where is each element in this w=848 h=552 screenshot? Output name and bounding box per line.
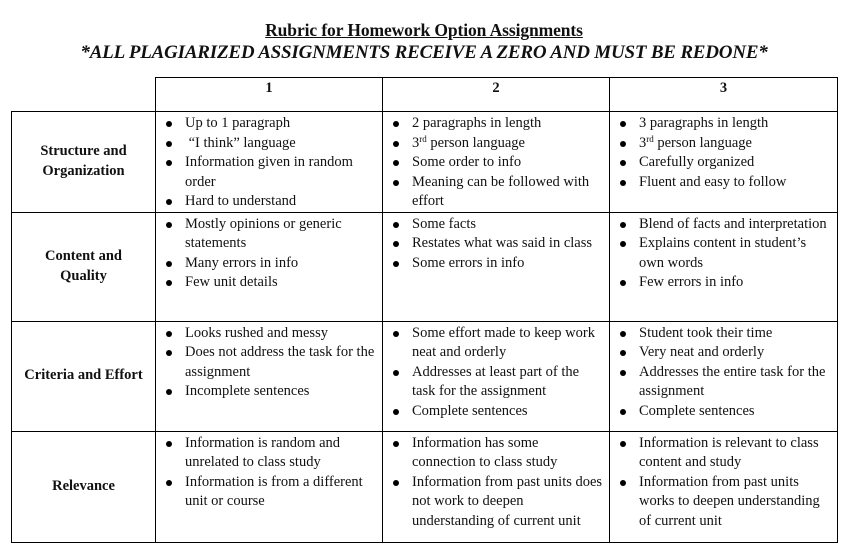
rubric-table bbox=[11, 77, 838, 543]
descriptor-item bbox=[156, 473, 378, 512]
descriptor-list bbox=[383, 432, 609, 532]
score-3-cell bbox=[610, 112, 838, 213]
bullet-dot-icon bbox=[620, 409, 626, 415]
descriptor-ordinal-suffix: rd bbox=[646, 133, 654, 144]
bullet-dot-icon bbox=[166, 441, 172, 447]
score-1-cell bbox=[156, 212, 383, 321]
descriptor-text: Student took their time bbox=[639, 324, 773, 341]
descriptor-text: Some effort made to keep work neat and orderly bbox=[412, 324, 599, 360]
descriptor-item bbox=[383, 215, 605, 235]
score-3-cell bbox=[610, 212, 838, 321]
bullet-dot-icon bbox=[166, 480, 172, 486]
descriptor-item bbox=[610, 343, 833, 363]
descriptor-text: Information given in random order bbox=[185, 154, 357, 190]
criterion-label bbox=[12, 212, 156, 321]
bullet-dot-icon bbox=[166, 222, 172, 228]
criterion-label bbox=[12, 431, 156, 542]
descriptor-text: Information is relevant to class content and study bbox=[639, 434, 823, 470]
bullet-dot-icon bbox=[620, 222, 626, 228]
criterion-label-line: Structure and bbox=[40, 143, 127, 160]
descriptor-text: Information is from a different unit or course bbox=[185, 473, 367, 509]
descriptor-item bbox=[156, 324, 378, 344]
bullet-dot-icon bbox=[393, 441, 399, 447]
bullet-dot-icon bbox=[393, 480, 399, 486]
descriptor-ordinal: 3 bbox=[412, 134, 420, 151]
bullet-dot-icon bbox=[393, 180, 399, 186]
descriptor-item bbox=[156, 434, 378, 473]
descriptor-text: Some order to info bbox=[412, 154, 522, 170]
bullet-dot-icon bbox=[393, 222, 399, 228]
descriptor-item bbox=[610, 215, 833, 235]
bullet-dot-icon bbox=[620, 141, 626, 147]
descriptor-item bbox=[156, 343, 378, 382]
descriptor-item bbox=[610, 473, 833, 532]
descriptor-item bbox=[383, 324, 605, 363]
descriptor-list bbox=[610, 112, 837, 192]
descriptor-text: Some errors in info bbox=[412, 254, 525, 271]
descriptor-item bbox=[610, 402, 833, 422]
descriptor-text: Few errors in info bbox=[639, 274, 744, 290]
descriptor-list bbox=[156, 112, 382, 212]
descriptor-item bbox=[610, 434, 833, 473]
descriptor-item bbox=[383, 402, 605, 422]
bullet-dot-icon bbox=[620, 180, 626, 186]
descriptor-text: person language bbox=[653, 134, 752, 151]
descriptor-text: Blend of facts and interpretation bbox=[639, 215, 827, 232]
descriptor-text: Meaning can be followed with effort bbox=[412, 173, 593, 209]
bullet-dot-icon bbox=[166, 331, 172, 337]
bullet-dot-icon bbox=[393, 409, 399, 415]
bullet-dot-icon bbox=[166, 350, 172, 356]
descriptor-text: Up to 1 paragraph bbox=[185, 115, 291, 131]
bullet-dot-icon bbox=[620, 121, 626, 127]
criterion-label-line: Organization bbox=[42, 162, 125, 179]
bullet-dot-icon bbox=[620, 241, 626, 247]
blank-corner-cell bbox=[12, 78, 156, 112]
descriptor-text: Complete sentences bbox=[412, 402, 528, 419]
descriptor-text: Looks rushed and messy bbox=[185, 324, 328, 341]
descriptor-text: Very neat and orderly bbox=[639, 344, 765, 360]
rubric-row bbox=[12, 212, 838, 321]
score-2-cell bbox=[383, 321, 610, 431]
descriptor-item bbox=[156, 114, 378, 134]
bullet-dot-icon bbox=[393, 160, 399, 166]
descriptor-text: Many errors in info bbox=[185, 254, 299, 271]
bullet-dot-icon bbox=[393, 370, 399, 376]
bullet-dot-icon bbox=[166, 199, 172, 205]
bullet-dot-icon bbox=[620, 331, 626, 337]
descriptor-item bbox=[156, 215, 378, 254]
criterion-label bbox=[12, 112, 156, 213]
descriptor-item bbox=[610, 134, 833, 154]
bullet-dot-icon bbox=[393, 121, 399, 127]
descriptor-text: Carefully organized bbox=[639, 154, 755, 170]
bullet-dot-icon bbox=[620, 350, 626, 356]
descriptor-text: Mostly opinions or generic statements bbox=[185, 215, 346, 251]
descriptor-item bbox=[383, 153, 605, 173]
descriptor-text: Restates what was said in class bbox=[412, 235, 593, 251]
descriptor-item bbox=[610, 324, 833, 344]
score-header-1: 1 bbox=[156, 78, 383, 112]
descriptor-list bbox=[383, 213, 609, 274]
descriptor-item bbox=[610, 363, 833, 402]
descriptor-text: Fluent and easy to follow bbox=[639, 173, 787, 190]
descriptor-item bbox=[383, 134, 605, 154]
descriptor-text: 3 paragraphs in length bbox=[639, 115, 769, 131]
bullet-dot-icon bbox=[620, 370, 626, 376]
descriptor-text: “I think” language bbox=[185, 134, 296, 151]
descriptor-text: Addresses the entire task for the assignment bbox=[639, 363, 830, 399]
descriptor-list bbox=[156, 213, 382, 293]
descriptor-text: Few unit details bbox=[185, 274, 278, 290]
descriptor-item bbox=[610, 173, 833, 193]
descriptor-text: Information from past units works to deepen understanding of current unit bbox=[639, 473, 824, 529]
criterion-label-line: Relevance bbox=[52, 477, 115, 494]
descriptor-text: 2 paragraphs in length bbox=[412, 115, 542, 131]
score-2-cell bbox=[383, 112, 610, 213]
descriptor-item bbox=[156, 254, 378, 274]
descriptor-list bbox=[610, 432, 837, 532]
score-1-cell bbox=[156, 321, 383, 431]
descriptor-item bbox=[156, 382, 378, 402]
bullet-dot-icon bbox=[166, 121, 172, 127]
score-2-cell bbox=[383, 212, 610, 321]
descriptor-list bbox=[610, 322, 837, 422]
rubric-row bbox=[12, 431, 838, 542]
bullet-dot-icon bbox=[166, 141, 172, 147]
descriptor-item bbox=[610, 114, 833, 134]
descriptor-item bbox=[156, 134, 378, 154]
descriptor-ordinal-suffix: rd bbox=[419, 133, 427, 144]
bullet-dot-icon bbox=[393, 141, 399, 147]
score-3-cell bbox=[610, 321, 838, 431]
descriptor-item bbox=[156, 192, 378, 212]
bullet-dot-icon bbox=[166, 280, 172, 286]
score-header-3: 3 bbox=[610, 78, 838, 112]
criterion-label bbox=[12, 321, 156, 431]
descriptor-list bbox=[610, 213, 837, 293]
score-header-row bbox=[12, 78, 838, 112]
descriptor-list bbox=[383, 112, 609, 212]
score-3-cell bbox=[610, 431, 838, 542]
bullet-dot-icon bbox=[620, 280, 626, 286]
rubric-row bbox=[12, 321, 838, 431]
descriptor-text: Addresses at least part of the task for the assignment bbox=[412, 363, 583, 399]
descriptor-text: Information from past units does not work to deepen understanding of current unit bbox=[412, 473, 606, 529]
descriptor-item bbox=[383, 254, 605, 274]
descriptor-text: Explains content in student’s own words bbox=[639, 235, 810, 271]
descriptor-text: Information is random and unrelated to class study bbox=[185, 434, 344, 470]
score-1-cell bbox=[156, 112, 383, 213]
bullet-dot-icon bbox=[393, 331, 399, 337]
bullet-dot-icon bbox=[393, 261, 399, 267]
descriptor-item bbox=[383, 473, 605, 532]
descriptor-text: Incomplete sentences bbox=[185, 383, 310, 399]
descriptor-item bbox=[610, 153, 833, 173]
descriptor-item bbox=[156, 273, 378, 293]
bullet-dot-icon bbox=[393, 241, 399, 247]
score-1-cell bbox=[156, 431, 383, 542]
descriptor-text: Information has some connection to class study bbox=[412, 434, 558, 470]
descriptor-text: person language bbox=[426, 134, 525, 151]
descriptor-text: Hard to understand bbox=[185, 193, 297, 209]
bullet-dot-icon bbox=[620, 441, 626, 447]
descriptor-item bbox=[383, 114, 605, 134]
descriptor-item bbox=[383, 234, 605, 254]
document-title: Rubric for Homework Option Assignments bbox=[265, 20, 583, 40]
score-2-cell bbox=[383, 431, 610, 542]
criterion-label-line: Criteria and Effort bbox=[24, 367, 143, 384]
bullet-dot-icon bbox=[166, 389, 172, 395]
score-header-2: 2 bbox=[383, 78, 610, 112]
descriptor-text: Does not address the task for the assignment bbox=[185, 344, 378, 380]
descriptor-item bbox=[383, 434, 605, 473]
bullet-dot-icon bbox=[166, 160, 172, 166]
descriptor-ordinal: 3 bbox=[639, 134, 647, 151]
bullet-dot-icon bbox=[620, 480, 626, 486]
bullet-dot-icon bbox=[620, 160, 626, 166]
descriptor-list bbox=[383, 322, 609, 422]
descriptor-item bbox=[383, 173, 605, 212]
descriptor-item bbox=[156, 153, 378, 192]
descriptor-list bbox=[156, 432, 382, 512]
criterion-label-line: Content and bbox=[45, 248, 122, 264]
descriptor-text: Complete sentences bbox=[639, 402, 755, 419]
descriptor-list bbox=[156, 322, 382, 402]
descriptor-item bbox=[383, 363, 605, 402]
descriptor-item bbox=[610, 234, 833, 273]
criterion-label-line: Quality bbox=[60, 267, 107, 284]
rubric-row bbox=[12, 112, 838, 213]
bullet-dot-icon bbox=[166, 261, 172, 267]
descriptor-item bbox=[610, 273, 833, 293]
plagiarism-warning: *ALL PLAGIARIZED ASSIGNMENTS RECEIVE A ZERO AND MUST BE REDONE* bbox=[80, 42, 768, 63]
descriptor-text: Some facts bbox=[412, 215, 477, 232]
